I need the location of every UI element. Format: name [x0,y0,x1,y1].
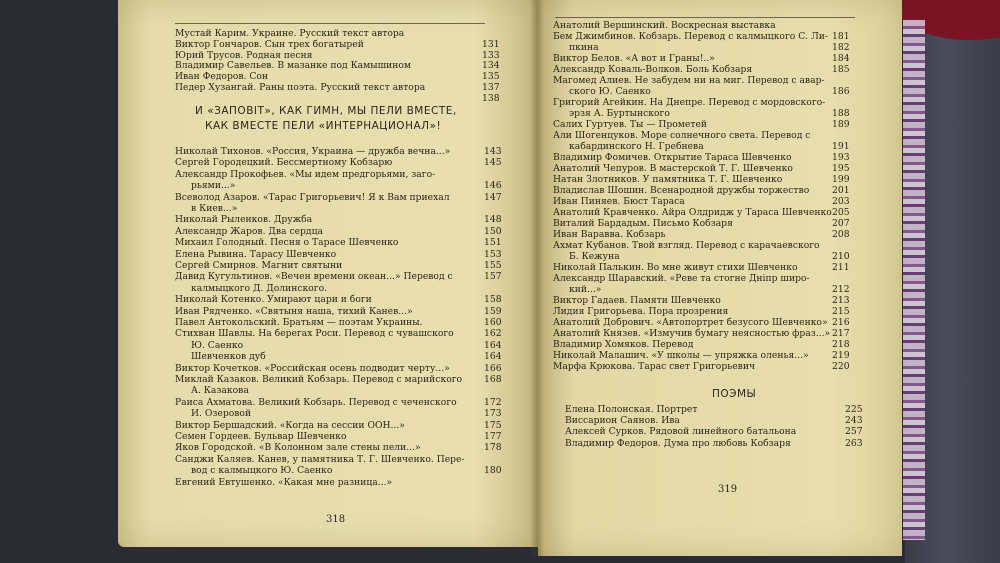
toc-entry [175,50,312,61]
toc-entry [553,152,792,163]
entry-title: Николай Котенко. Умирают цари и боги [175,294,372,306]
entry-title: Анатолий Чепуров. В мастерской Т. Г. Шевченко [553,163,793,174]
entry-page-number: 216 [832,317,850,328]
toc-entry [553,240,820,251]
entry-page-number: 153 [484,248,502,260]
toc-entry [553,185,809,196]
entry-title: Сергей Смирнов. Магнит святыни [175,260,343,271]
entry-title: Николай Рыленков. Дружба [175,214,313,226]
entry-title: Виктор Гончаров. Сын трех богатырей [175,38,364,50]
toc-entry [175,397,457,408]
toc-entry [553,295,721,306]
page-number-319: 319 [718,484,738,495]
entry-title: Шевченков дуб [191,351,266,363]
entry-title: Виссарион Саянов. Ива [565,415,680,427]
entry-title: Григорий Агейкин. На Днепре. Перевод с мордовского- [553,97,826,108]
entry-title: Магомед Алиев. Не забудем ни на миг. Перевод с авар- [553,75,825,86]
entry-title: Юрий Трусов. Родная песня [175,49,313,61]
entry-page-number: 175 [484,419,502,431]
entry-page-number: 143 [484,146,502,157]
toc-entry [565,438,791,449]
entry-title: Стихван Шавлы. На берегах Роси. Перевод с чувашского [175,328,454,340]
toc-entry [553,273,810,284]
toc-entry [553,229,666,240]
entry-title: Евгений Евтушенко. «Какая мне разница...» [175,476,393,488]
entry-title: Николай Палькин. Во мне живут стихи Шевченко [553,262,798,273]
toc-entry [553,339,693,350]
entry-title: Сергей Городецкий. Бессмертному Кобзарю [175,157,393,169]
entry-page-number: 211 [832,262,850,273]
entry-page-number: 220 [832,361,850,372]
page-number-318: 318 [326,514,346,525]
entry-page-number: 173 [484,408,502,420]
toc-entry [175,420,405,431]
entry-page-number: 215 [832,306,850,317]
entry-page-number: 159 [484,305,502,317]
toc-entry [175,28,404,39]
toc-entry [175,157,392,168]
entry-title: Александр Жаров. Два сердца [175,225,323,237]
entry-title: Владимир Фомичев. Открытие Тараса Шевченко [553,152,792,163]
entry-page-number: 218 [832,339,850,350]
entry-title: Б. Кежуна [569,251,620,262]
toc-entry [553,31,828,42]
toc-entry [569,284,601,295]
entry-title: Александр Шаравский. «Реве та стогне Дніпр широ- [553,273,810,284]
entry-title: Иван Рядченко. «Святыня наша, тихий Канев...» [175,305,413,317]
toc-entry [175,260,342,271]
toc-entry [191,385,249,396]
entry-title: Иван Варавва. Кобзарь [553,229,666,240]
toc-entry [553,130,810,141]
section-heading-line: И «ЗАПОВIТ», КАК ГИМН, МЫ ПЕЛИ ВМЕСТЕ, [195,105,457,117]
entry-page-number: 164 [484,351,502,363]
toc-entry [175,60,411,71]
entry-title: Давид Кугультинов. «Вечен времени океан...» Перевод с [175,271,453,283]
toc-entry [175,192,450,203]
toc-entry [175,237,398,248]
entry-page-number: 148 [484,214,502,226]
entry-page-number: 180 [484,465,502,477]
entry-page-number: 243 [845,415,863,427]
toc-entry [191,180,235,191]
toc-entry [553,75,825,86]
entry-page-number: 207 [832,218,850,229]
entry-title: Анатолий Вершинский. Воскресная выставка [553,20,776,31]
entry-page-number: 225 [845,404,863,415]
entry-title: Всеволод Азаров. «Тарас Григорьевич! Я к Вам приехал [175,191,450,203]
entry-title: Раиса Ахматова. Великий Кобзарь. Перевод с чеченского [175,396,457,408]
entry-title: Виктор Гадаев. Памяти Шевченко [553,295,721,306]
entry-title: Марфа Крюкова. Тарас свет Григорьевич [553,361,756,372]
entry-page-number: 181 [832,31,850,42]
entry-page-number: 199 [832,174,850,185]
entry-page-number: 131 [482,38,500,50]
toc-entry [175,214,312,225]
entry-page-number: 210 [832,251,850,262]
entry-page-number: 257 [845,426,863,438]
toc-entry [565,415,680,426]
toc-entry [175,271,453,282]
toc-entry [191,340,243,351]
entry-page-number: 157 [484,271,502,283]
entry-page-number: 193 [832,152,850,163]
entry-page-number: 203 [832,196,850,207]
entry-title: Владимир Федоров. Дума про любовь Кобзаря [565,437,791,449]
toc-entry [565,404,697,415]
entry-page-number: 145 [484,157,502,169]
toc-entry [175,317,422,328]
entry-title: Мустай Карим. Украине. Русский текст автора [175,28,405,39]
top-rule-left [175,23,485,24]
entry-page-number: 191 [832,141,850,152]
entry-title: Иван Пиняев. Бюст Тараса [553,196,685,207]
entry-title: Миклай Казаков. Великий Кобзарь. Перевод с марийского [175,374,463,385]
entry-title: Ю. Саенко [191,339,244,351]
entry-page-number: 213 [832,295,850,306]
entry-page-number: 135 [482,71,500,83]
section-heading-poemy-label: ПОЭМЫ [712,388,757,400]
entry-page-number: 188 [832,108,850,119]
toc-entry [553,119,707,130]
entry-title: вод с калмыцкого Ю. Саенко [191,465,333,477]
entry-title: Ахмат Кубанов. Твой взгляд. Перевод с карачаевского [553,240,820,251]
entry-title: Владимир Хомяков. Перевод [553,339,694,350]
entry-title: Елена Полонская. Портрет [565,404,698,415]
entry-title: И. Озеровой [191,408,252,420]
entry-title: Владимир Савельев. В мазанке под Камышином [175,60,412,72]
entry-title: Виктор Бершадский. «Когда на сессии ООН...» [175,419,405,431]
entry-page-number: 138 [482,92,500,104]
toc-entry [191,203,237,214]
entry-page-number: 178 [484,442,502,454]
entry-page-number: 164 [484,339,502,351]
toc-entry [553,196,685,207]
entry-page-number: 168 [484,374,502,385]
top-rule-right [555,17,855,18]
entry-title: Елена Рывина. Тарасу Шевченко [175,248,337,260]
entry-title: Виктор Белов. «А вот и Граны!..» [553,53,715,64]
entry-title: кий...» [569,284,602,295]
entry-title: А. Казакова [191,385,249,397]
entry-title: Николай Малашич. «У школы — упряжка оленья...» [553,350,809,361]
entry-title: Иван Федоров. Сон [175,71,269,83]
toc-entry [553,97,825,108]
entry-title: Николай Тихонов. «Россия, Украина — дружба вечна...» [175,146,451,157]
entry-title: Александр Коваль-Волков. Боль Кобзаря [553,64,753,75]
entry-title: ского Ю. Саенко [569,86,651,97]
entry-title: Виктор Кочетков. «Российская осень подводит черту...» [175,362,450,374]
entry-page-number: 185 [832,64,850,75]
entry-page-number: 219 [832,350,850,361]
entry-page-number: 217 [832,328,850,339]
entry-title: Али Шогенцуков. Море солнечного света. Перевод с [553,130,811,141]
toc-entry [175,294,372,305]
entry-page-number: 151 [484,237,502,249]
entry-page-number: 172 [484,396,502,408]
entry-page-number: 189 [832,119,850,130]
entry-title: Анатолий Кравченко. Айра Олдридж у Тараса Шевченко [553,207,832,218]
entry-title: Виталий Бардадым. Письмо Кобзаря [553,218,733,229]
toc-entry [553,262,798,273]
toc-entry [553,53,715,64]
entry-page-number: 134 [482,60,500,72]
toc-entry [553,174,782,185]
toc-entry [569,141,704,152]
toc-entry [553,317,828,328]
entry-title: рьями...» [191,180,236,192]
toc-entry [569,251,620,262]
toc-entry [175,39,364,50]
toc-entry [553,218,733,229]
book-gutter [530,0,544,556]
toc-entry [175,328,454,339]
entry-page-number: 158 [484,294,502,306]
toc-entry [569,42,599,53]
toc-entry [569,86,651,97]
toc-entry [175,306,413,317]
toc-entry [175,169,435,180]
entry-title: пкина [569,42,599,53]
entry-page-number: 155 [484,260,502,271]
entry-title: Яков Городской. «В Колонном зале стены пели...» [175,442,421,454]
entry-title: Александр Прокофьев. «Мы идем предгорьями, заго- [175,168,436,180]
toc-entry [553,207,832,218]
toc-entry [175,454,465,465]
entry-page-number: 160 [484,317,502,328]
entry-title: Владислав Шошин. Всенародной дружбы торжество [553,185,810,196]
toc-entry [553,64,752,75]
entry-title: Педер Хузангай. Раны поэта. Русский текст автора [175,82,426,93]
toc-entry [191,351,266,362]
toc-entry [175,363,450,374]
entry-page-number: 208 [832,229,850,240]
entry-title: Михаил Голодный. Песня о Тарасе Шевченко [175,237,399,249]
entry-title: Павел Антокольский. Братьям — поэтам Украины. [175,317,423,328]
entry-page-number: 150 [484,225,502,237]
entry-page-number: 201 [832,185,850,196]
entry-page-number: 133 [482,49,500,61]
entry-page-number: 137 [482,82,500,93]
entry-page-number: 147 [484,191,502,203]
entry-title: Анатолий Князев. «Измучив бумагу неясностью фраз...» [553,328,831,339]
toc-entry [569,108,670,119]
entry-page-number: 162 [484,328,502,340]
toc-entry [175,82,425,93]
toc-entry [175,71,268,82]
toc-entry [191,465,332,476]
toc-entry [175,226,323,237]
toc-entry [175,442,421,453]
toc-entry [553,328,830,339]
entry-title: кабардинского Н. Гребнева [569,141,704,152]
entry-title: Натан Злотников. У памятника Т. Г. Шевченко [553,174,783,185]
toc-entry [553,350,809,361]
toc-entry [553,306,728,317]
entry-page-number: 212 [832,284,850,295]
entry-title: эрзя А. Буртынского [569,108,670,119]
toc-entry [553,20,776,31]
section-heading-line: КАК ВМЕСТЕ ПЕЛИ «ИНТЕРНАЦИОНАЛ»! [205,120,442,132]
entry-title: Лидия Григорьева. Пора прозрения [553,306,729,317]
entry-page-number: 184 [832,53,850,64]
entry-page-number: 146 [484,180,502,192]
entry-title: Семен Гордеев. Бульвар Шевченко [175,431,347,442]
entry-page-number: 166 [484,362,502,374]
embroidered-fabric [903,20,925,540]
entry-page-number: 205 [832,207,850,218]
entry-title: в Киев...» [191,203,238,214]
entry-page-number: 177 [484,431,502,442]
toc-entry [175,249,336,260]
entry-title: калмыцкого Д. Долинского. [191,282,328,294]
entry-page-number: 182 [832,42,850,53]
toc-entry [191,408,251,419]
toc-entry [553,361,755,372]
entry-page-number: 186 [832,86,850,97]
toc-entry [565,426,796,437]
entry-title: Салих Гуртуев. Ты — Прометей [553,119,707,130]
toc-entry [191,283,327,294]
toc-entry [553,163,793,174]
toc-entry [175,431,347,442]
toc-entry [175,146,450,157]
entry-page-number: 195 [832,163,850,174]
toc-entry [175,374,462,385]
entry-title: Бем Джимбинов. Кобзарь. Перевод с калмыцкого С. Ли- [553,31,828,42]
entry-title: Анатолий Добрович. «Автопортрет безусого Шевченко» [553,317,828,328]
entry-title: Санджи Каляев. Канев, у памятника Т. Г. Шевченко. Пере- [175,453,465,465]
toc-entry [175,477,392,488]
entry-title: Алексей Сурков. Рядовой линейного батальона [565,426,797,438]
entry-page-number: 263 [845,437,863,449]
